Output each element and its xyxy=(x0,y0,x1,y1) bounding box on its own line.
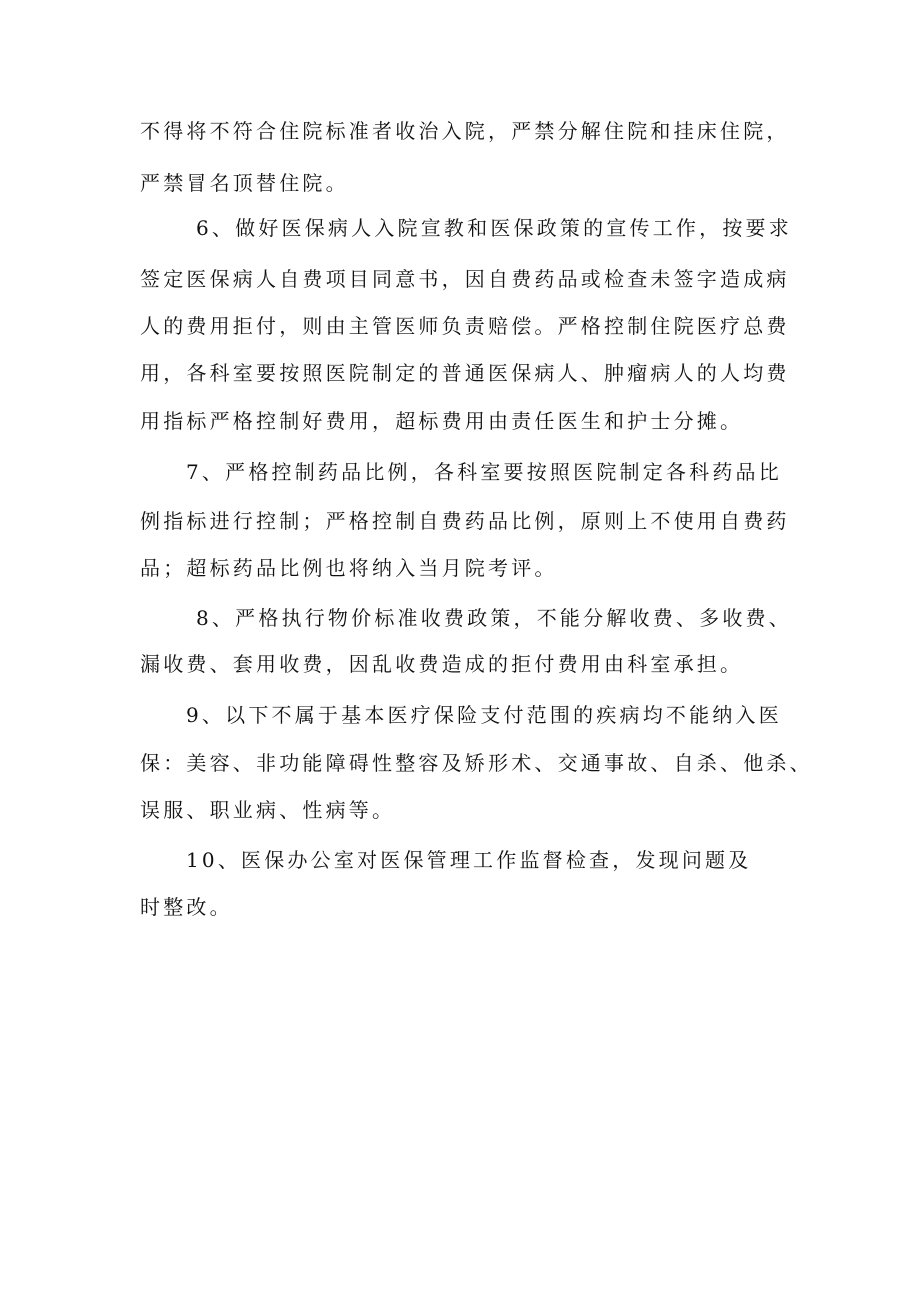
paragraph-8-line-2: 漏收费、套用收费，因乱收费造成的拒付费用由科室承担。 xyxy=(140,652,744,676)
paragraph-8-line-1: 8、严格执行物价标准收费政策，不能分解收费、多收费、 xyxy=(196,606,792,630)
paragraph-5-line-2: 严禁冒名顶替住院。 xyxy=(140,171,349,195)
paragraph-6-line-5: 用指标严格控制好费用，超标费用由责任医生和护士分摊。 xyxy=(140,409,744,433)
paragraph-6-line-2: 签定医保病人自费项目同意书，因自费药品或检查未签字造成病 xyxy=(140,267,790,291)
paragraph-7-line-1: 7、严格控制药品比例，各科室要按照医院制定各科药品比 xyxy=(186,460,782,484)
paragraph-10-line-1: 10、医保办公室对医保管理工作监督检查，发现问题及 xyxy=(186,848,752,872)
paragraph-6-line-1: 6、做好医保病人入院宣教和医保政策的宣传工作，按要求 xyxy=(196,216,792,240)
paragraph-9-line-3: 误服、职业病、性病等。 xyxy=(140,798,396,822)
paragraph-9-line-1: 9、以下不属于基本医疗保险支付范围的疾病均不能纳入医 xyxy=(186,703,782,727)
paragraph-7-line-3: 品；超标药品比例也将纳入当月院考评。 xyxy=(140,556,558,580)
paragraph-5-line-1: 不得将不符合住院标准者收治入院，严禁分解住院和挂床住院， xyxy=(140,119,790,143)
paragraph-9-line-2: 保：美容、非功能障碍性整容及矫形术、交通事故、自杀、他杀、 xyxy=(140,751,813,775)
paragraph-7-line-2: 例指标进行控制；严格控制自费药品比例，原则上不使用自费药 xyxy=(140,509,790,533)
paragraph-10-line-2: 时整改。 xyxy=(140,895,233,919)
paragraph-6-line-3: 人的费用拒付，则由主管医师负责赔偿。严格控制住院医疗总费 xyxy=(140,314,790,338)
paragraph-6-line-4: 用，各科室要按照医院制定的普通医保病人、肿瘤病人的人均费 xyxy=(140,361,790,385)
